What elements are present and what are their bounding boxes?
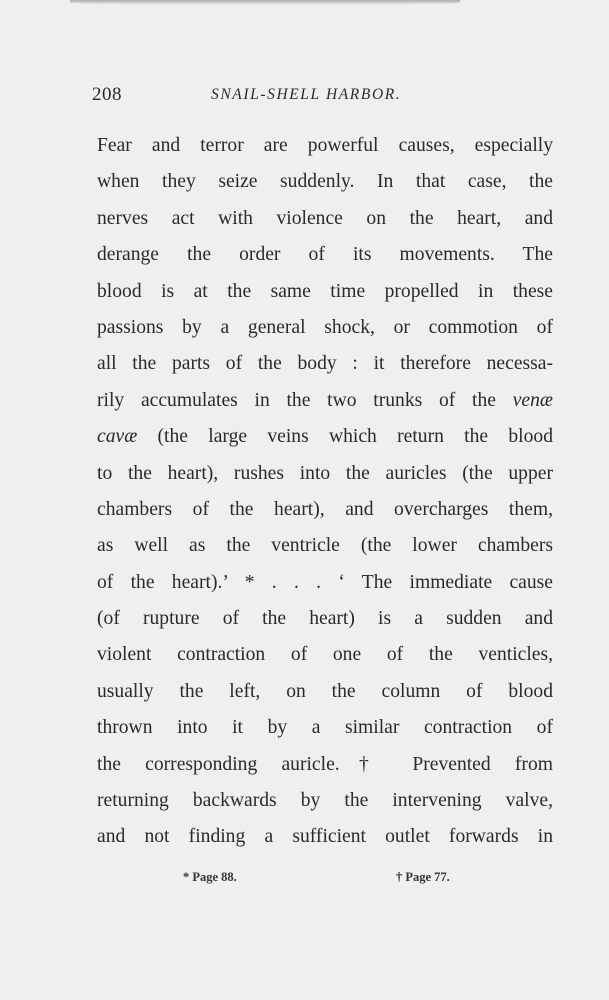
text-line: nerves act with violence on the heart, and <box>97 207 553 229</box>
text-line-with-italic <box>97 383 553 419</box>
text-line: returning backwards by the intervening valve, <box>97 790 553 812</box>
text-line: passions by a general shock, or commotion of <box>97 316 553 338</box>
text-line: and not finding a sufficient outlet forwards in <box>97 826 553 848</box>
text-line: to the heart), rushes into the auricles (the upper <box>97 462 553 484</box>
italic-term-venae: venæ <box>512 389 553 411</box>
running-title: SNAIL-SHELL HARBOR. <box>211 86 402 103</box>
footnote-asterisk: * Page 88. <box>183 870 237 884</box>
text-line: (of rupture of the heart) is a sudden and <box>97 608 553 630</box>
text-line: chambers of the heart), and overcharges them, <box>97 498 553 520</box>
italic-term-cavae: cavæ <box>97 426 138 448</box>
text-line: of the heart).’ * . . . ‘ The immediate cause <box>97 571 553 593</box>
text-segment: rily accumulates in the two trunks of the <box>97 389 496 411</box>
text-line: the corresponding auricle.† Prevented from <box>97 753 553 775</box>
page-header <box>92 84 512 114</box>
text-line: blood is at the same time propelled in these <box>97 280 553 302</box>
text-line: derange the order of its movements. The <box>97 244 553 266</box>
text-segment: (the large veins which return the blood <box>137 426 553 448</box>
text-line: as well as the ventricle (the lower chambers <box>97 535 553 557</box>
text-line: thrown into it by a similar contraction of <box>97 717 553 739</box>
text-line: usually the left, on the column of blood <box>97 680 553 702</box>
body-text <box>97 128 553 856</box>
text-line: when they seize suddenly. In that case, the <box>97 171 553 193</box>
footnote-dagger: † Page 77. <box>396 870 450 884</box>
text-line: all the parts of the body : it therefore necessa- <box>97 353 553 375</box>
page-number: 208 <box>92 84 122 105</box>
text-line-with-italic <box>97 419 553 455</box>
page-edge-shadow <box>70 0 460 5</box>
text-line: Fear and terror are powerful causes, especially <box>97 135 553 156</box>
text-line: violent contraction of one of the venticles, <box>97 644 553 666</box>
